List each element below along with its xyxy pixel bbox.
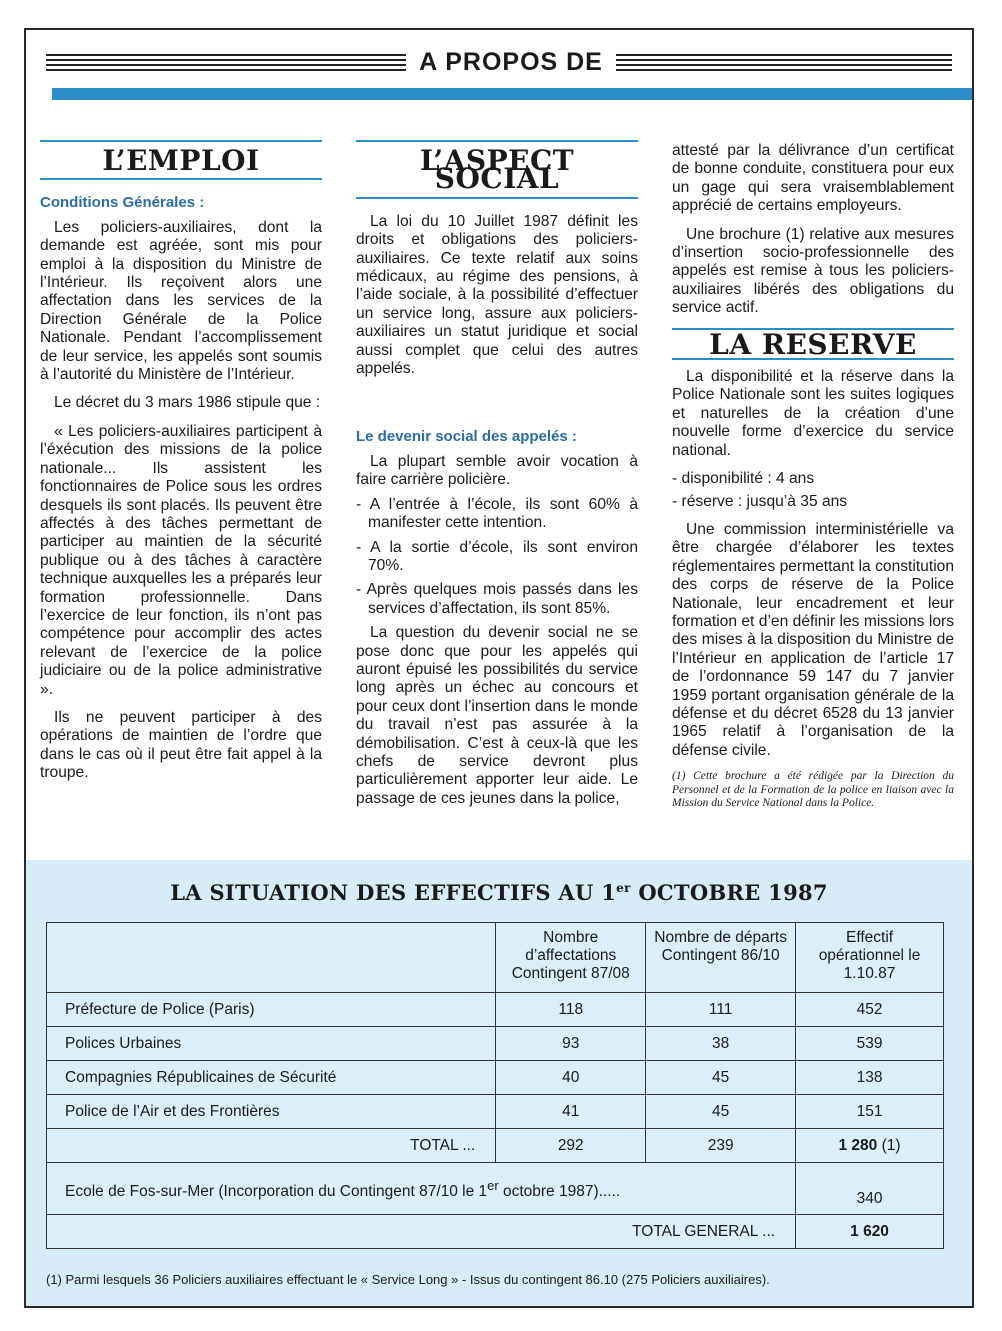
paragraph: La plupart semble avoir vocation à faire carrière policière. (356, 452, 638, 489)
header-bar (46, 48, 952, 78)
paragraph-quote: « Les policiers-auxiliaires participent à l’éxécution des missions de la police nationale... Ils assistent les fonctionnaires de Police sous les ordres desquels ils sont placés. Ils peuvent être affectés à des tâches permettant de participer au maintien de la sécurité publique ou à des tâches à caractère technique auxquelles les a préparés leur formation professionnelle. Dans l’exercice de leur fonction, ils n’ont pas compétence pour accomplir des actes relevant de l’exercice de la police judiciaire ou de la police administrative ». (40, 422, 322, 698)
paragraph: La disponibilité et la réserve dans la Police Nationale sont les suites logiques et naturelles de la création d’une nouvelle forme d’exercice du service national. (672, 368, 954, 459)
footnote: (1) Cette brochure a été rédigée par la Direction du Personnel et de la Formation de la police en liaison avec la Mission du Service National dans la Police. (672, 770, 954, 810)
section-title-reserve: LA RESERVE (672, 328, 954, 360)
paragraph: Le décret du 3 mars 1986 stipule que : (54, 394, 321, 412)
paragraph: Ils ne peuvent participer à des opérations de maintien de l’ordre que dans le cas où il peut être fait appel à la troupe. (40, 708, 322, 782)
list-item: - disponibilité : 4 ans (672, 470, 815, 488)
paragraph: Une brochure (1) relative aux mesures d’insertion socio-professionnelle des appelés est remise à tous les policiers-auxiliaires libérés des obligations du service actif. (672, 225, 954, 317)
table-grand-total-row: TOTAL GENERAL ... 1 620 (47, 1215, 944, 1249)
table-row: Compagnies Républicaines de Sécurité 40 45 138 (47, 1061, 944, 1095)
header-affectations: Nombre d’affectations Contingent 87/08 (496, 923, 646, 993)
header-title: A PROPOS DE (419, 48, 603, 76)
header-rule-left (46, 54, 406, 72)
header-effectif: Effectif opérationnel le 1.10.87 (796, 923, 944, 993)
paragraph: attesté par la délivrance d’un certificat de bonne conduite, constituera pour eux un gage qui sera vraisemblablement apprécié de certains employeurs. (672, 142, 954, 215)
header-blue-band (52, 88, 972, 100)
column-emploi (40, 140, 322, 793)
effectifs-table (46, 922, 944, 1249)
subheading-devenir-social: Le devenir social des appelés : (356, 428, 577, 446)
column-reserve (672, 142, 954, 821)
table-total-row: TOTAL ... 292 239 1 280 (1) (47, 1129, 944, 1163)
paragraph: Les policiers-auxiliaires, dont la demande est agréée, sont mis pour emploi à la disposition du Ministre de l’Intérieur. Ils reçoivent alors une affectation dans les services de la Direction Générale de la Police Nationale. Pendant l’accomplissement de leur service, les appelés sont soumis à l’autorité du Ministère de l’Intérieur. (40, 218, 322, 384)
page-frame (24, 28, 974, 1308)
list-item: - Après quelques mois passés dans les services d’affectation, ils sont 85%. (356, 581, 638, 617)
paragraph: Une commission interministérielle va être chargée d’élaborer les textes réglementaires permettant la constitution des corps de réserve de la Police Nationale, leur encadrement et leur formation et d’en définir les missions lors des mises à la disposition du Ministre de l’Intérieur en application de l’article 17 de l’ordonnance 59 147 du 7 janvier 1959 portant organisation générale de la défense et du décret 6528 du 13 janvier 1965 relatif à l’organisation de la défense civile. (672, 520, 954, 759)
table-title: LA SITUATION DES EFFECTIFS AU 1er OCTOBRE 1987 (170, 880, 828, 905)
subheading-conditions: Conditions Générales : (40, 194, 205, 212)
list-item: - A la sortie d’école, ils sont environ 70%. (356, 538, 638, 574)
table-ecole-row: Ecole de Fos-sur-Mer (Incorporation du Contingent 87/10 le 1er octobre 1987)..... 340 (47, 1163, 944, 1215)
list-item: - A l’entrée à l’école, ils sont 60% à manifester cette intention. (356, 495, 638, 532)
table-header-row (47, 923, 944, 993)
paragraph: La loi du 10 Juillet 1987 définit les droits et obligations des policiers-auxiliaires. Ce texte relatif aux soins médicaux, au régime des pensions, à l’aide sociale, à la possibilité d’effectuer un service long, assure aux policiers-auxiliaires un statut juridique et social aussi complet que celui des autres appelés. (356, 212, 638, 378)
section-title-emploi: L’EMPLOI (40, 140, 322, 180)
table-row: Polices Urbaines 93 38 539 (47, 1027, 944, 1061)
section-title-aspect-social: L’ASPECT SOCIAL (356, 140, 638, 199)
table-footnote: (1) Parmi lesquels 36 Policiers auxiliaires effectuant le « Service Long » - Issus du contingent 86.10 (275 Policiers auxiliaires). (46, 1272, 770, 1287)
header-empty (47, 923, 496, 993)
paragraph: La question du devenir social ne se pose donc que pour les appelés qui auront épuisé les possibilités du service long après un échec au concours et pour ceux dont l’insertion dans le monde du travail n’est pas assurée à la démobilisation. C’est à ceux-là que les chefs de service devront plus particulièrement apporter leur aide. Le passage de ces jeunes dans la police, (356, 624, 638, 807)
table-row: Police de l’Air et des Frontières 41 45 151 (47, 1095, 944, 1129)
list-item: - réserve : jusqu’à 35 ans (672, 492, 848, 510)
header-rule-right (616, 54, 952, 72)
table-row: Préfecture de Police (Paris) 118 111 452 (47, 993, 944, 1027)
effectifs-section (26, 860, 972, 1306)
header-departs: Nombre de départs Contingent 86/10 (646, 923, 796, 993)
column-aspect-social (356, 140, 638, 818)
